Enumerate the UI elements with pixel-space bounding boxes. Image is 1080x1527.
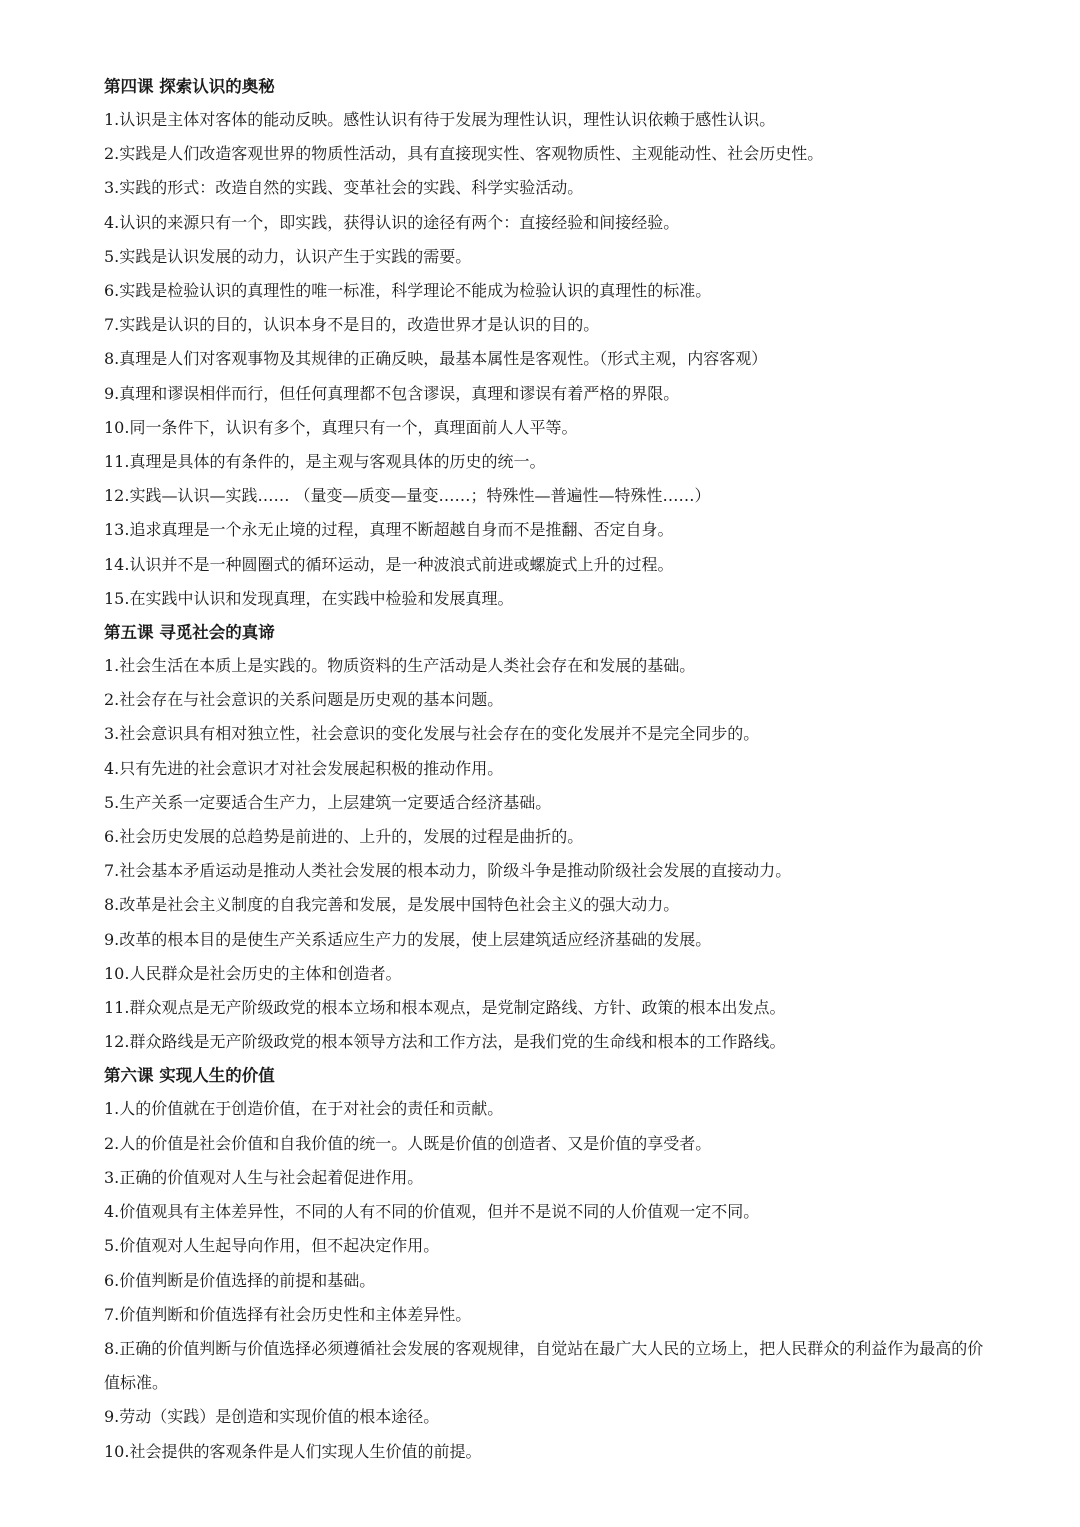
list-item: 9.劳动（实践）是创造和实现价值的根本途径。: [104, 1407, 440, 1427]
list-item: 4.只有先进的社会意识才对社会发展起积极的推动作用。: [104, 758, 504, 778]
list-item: 5.实践是认识发展的动力，认识产生于实践的需要。: [104, 246, 472, 266]
document-page: [104, 70, 1004, 1469]
list-item: 5.价值观对人生起导向作用，但不起决定作用。: [104, 1236, 440, 1256]
list-item: 5.生产关系一定要适合生产力，上层建筑一定要适合经济基础。: [104, 792, 552, 812]
list-item: 9.真理和谬误相伴而行，但任何真理都不包含谬误，真理和谬误有着严格的界限。: [104, 383, 680, 403]
list-item: 9.改革的根本目的是使生产关系适应生产力的发展，使上层建筑适应经济基础的发展。: [104, 929, 712, 949]
list-item: 4.认识的来源只有一个，即实践，获得认识的途径有两个：直接经验和间接经验。: [104, 212, 680, 232]
list-item: 10.社会提供的客观条件是人们实现人生价值的前提。: [104, 1441, 482, 1461]
section-title: 第六课 实现人生的价值: [104, 1066, 275, 1086]
list-item: 11.真理是具体的有条件的，是主观与客观具体的历史的统一。: [104, 452, 546, 472]
list-item: 3.实践的形式：改造自然的实践、变革社会的实践、科学实验活动。: [104, 178, 584, 198]
list-item: 2.实践是人们改造客观世界的物质性活动，具有直接现实性、客观物质性、主观能动性、社会历史性。: [104, 144, 824, 164]
list-item: 13.追求真理是一个永无止境的过程，真理不断超越自身而不是推翻、否定自身。: [104, 520, 674, 540]
list-item: 3.正确的价值观对人生与社会起着促进作用。: [104, 1167, 424, 1187]
section-title: 第五课 寻觅社会的真谛: [104, 623, 275, 643]
list-item: 15.在实践中认识和发现真理，在实践中检验和发展真理。: [104, 588, 514, 608]
list-item: 8.改革是社会主义制度的自我完善和发展，是发展中国特色社会主义的强大动力。: [104, 895, 680, 915]
list-item: 12.群众路线是无产阶级政党的根本领导方法和工作方法，是我们党的生命线和根本的工作路线。: [104, 1032, 786, 1052]
section-lesson-6: [104, 1059, 1004, 1468]
list-item: 7.社会基本矛盾运动是推动人类社会发展的根本动力，阶级斗争是推动阶级社会发展的直接动力。: [104, 861, 792, 881]
list-item: 1.社会生活在本质上是实践的。物质资料的生产活动是人类社会存在和发展的基础。: [104, 656, 696, 676]
list-item: 11.群众观点是无产阶级政党的根本立场和根本观点，是党制定路线、方针、政策的根本出发点。: [104, 998, 786, 1018]
list-item: 2.社会存在与社会意识的关系问题是历史观的基本问题。: [104, 690, 504, 710]
list-item: 6.价值判断是价值选择的前提和基础。: [104, 1270, 376, 1290]
list-item: 3.社会意识具有相对独立性，社会意识的变化发展与社会存在的变化发展并不是完全同步的。: [104, 724, 760, 744]
section-lesson-4: [104, 70, 1004, 616]
list-item: 10.人民群众是社会历史的主体和创造者。: [104, 963, 402, 983]
list-item: 10.同一条件下，认识有多个，真理只有一个，真理面前人人平等。: [104, 417, 578, 437]
list-item: 7.实践是认识的目的，认识本身不是目的，改造世界才是认识的目的。: [104, 315, 600, 335]
list-item: 6.实践是检验认识的真理性的唯一标准，科学理论不能成为检验认识的真理性的标准。: [104, 281, 712, 301]
section-lesson-5: [104, 616, 1004, 1059]
list-item: 8.真理是人们对客观事物及其规律的正确反映，最基本属性是客观性。（形式主观，内容客观）: [104, 349, 768, 369]
list-item: 8.正确的价值判断与价值选择必须遵循社会发展的客观规律，自觉站在最广大人民的立场上，把人民群众的利益作为最高的价值标准。: [104, 1338, 984, 1393]
list-item: 12.实践—认识—实践…… （量变—质变—量变……；特殊性—普遍性—特殊性……）: [104, 486, 711, 506]
list-item: 7.价值判断和价值选择有社会历史性和主体差异性。: [104, 1304, 472, 1324]
section-title: 第四课 探索认识的奥秘: [104, 77, 275, 96]
list-item: 2.人的价值是社会价值和自我价值的统一。人既是价值的创造者、又是价值的享受者。: [104, 1133, 712, 1153]
list-item: 6.社会历史发展的总趋势是前进的、上升的，发展的过程是曲折的。: [104, 827, 584, 847]
list-item: 14.认识并不是一种圆圈式的循环运动，是一种波浪式前进或螺旋式上升的过程。: [104, 554, 674, 574]
list-item: 4.价值观具有主体差异性，不同的人有不同的价值观，但并不是说不同的人价值观一定不同。: [104, 1202, 760, 1222]
list-item: 1.认识是主体对客体的能动反映。感性认识有待于发展为理性认识，理性认识依赖于感性认识。: [104, 110, 776, 129]
list-item: 1.人的价值就在于创造价值，在于对社会的责任和贡献。: [104, 1099, 504, 1119]
